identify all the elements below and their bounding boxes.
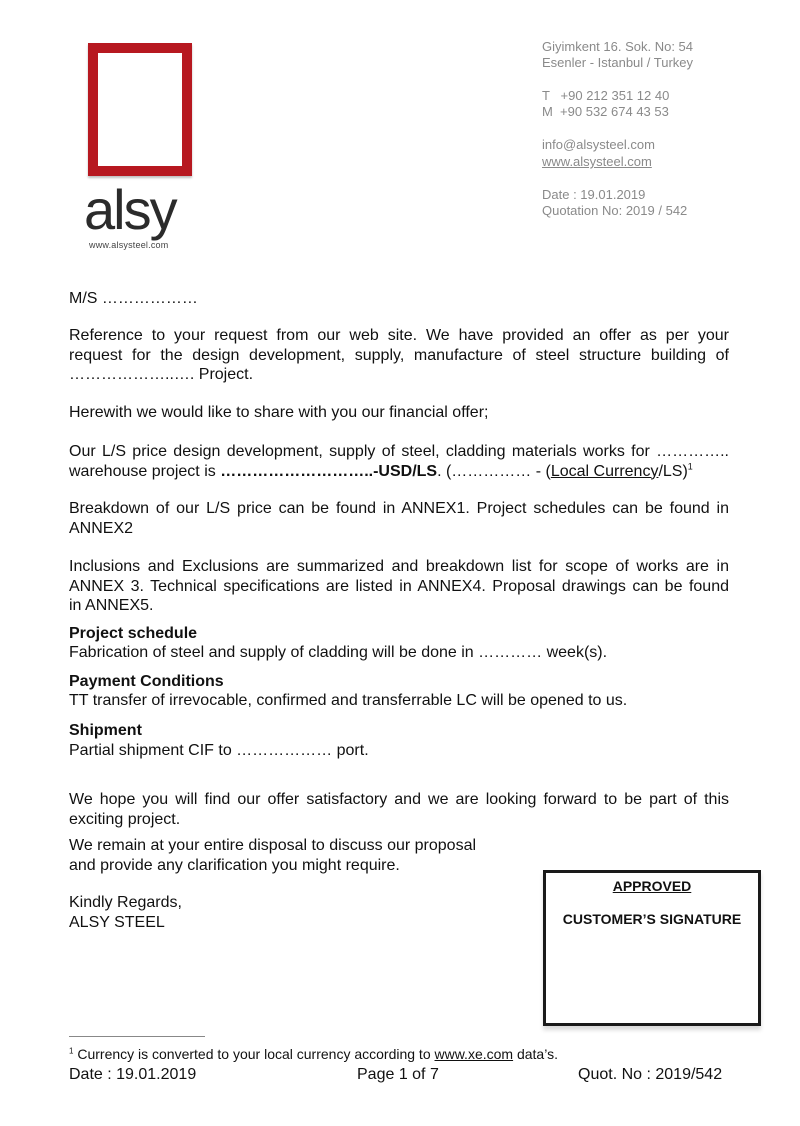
logo-wordmark: alsy [84, 178, 176, 241]
disposal-line-2: and provide any clarification you might require. [69, 856, 400, 874]
disposal-paragraph [69, 836, 519, 875]
closing-line-2: exciting project. [69, 810, 181, 828]
disposal-line-1: We remain at your entire disposal to discuss our proposal [69, 837, 477, 854]
logo-frame [88, 43, 192, 176]
footnote-text-b: data’s. [513, 1046, 558, 1062]
header-address-line1: Giyimkent 16. Sok. No: 54 [542, 39, 694, 54]
header-mobile: M +90 532 674 43 53 [542, 104, 669, 119]
footnote-divider [69, 1036, 205, 1037]
financial-offer-intro: Herewith we would like to share with you our financial offer; [69, 404, 489, 421]
inclusions-paragraph [69, 557, 729, 616]
recipient-line: M/S ……………… [69, 290, 198, 307]
header-date: Date : 19.01.2019 [542, 187, 646, 202]
price-line-2 [69, 462, 729, 482]
payment-conditions-heading: Payment Conditions [69, 673, 224, 690]
reference-line-2: request for the design development, supply, manufacture of steel structure building of [69, 346, 729, 364]
footnote [69, 1046, 558, 1062]
header-email[interactable]: info@alsysteel.com [542, 137, 655, 152]
price-text-c: . (…………… - ( [437, 462, 551, 480]
xe-link[interactable]: www.xe.com [434, 1046, 514, 1062]
header-address-line2: Esenler - Istanbul / Turkey [542, 55, 694, 70]
inclusions-line-3: in ANNEX5. [69, 597, 154, 614]
price-text-a: warehouse project is [69, 462, 221, 480]
price-amount-usd: ………………………..-USD/LS [220, 462, 438, 480]
approved-label: APPROVED [612, 878, 692, 894]
closing-paragraph [69, 790, 729, 829]
signoff [69, 893, 369, 932]
logo-url: www.alsysteel.com [89, 240, 169, 250]
inclusions-line-1: Inclusions and Exclusions are summarized and breakdown list for scope of works are in [69, 558, 729, 575]
price-line-1: Our L/S price design development, supply of steel, cladding materials works for ………….. [69, 443, 729, 460]
shipment-heading: Shipment [69, 722, 142, 739]
footer-page-number: Page 1 of 7 [357, 1066, 439, 1083]
header-quotation-no: Quotation No: 2019 / 542 [542, 203, 688, 218]
reference-line-3: ………………..…. Project. [69, 366, 254, 383]
reference-line-1: Reference to your request from our web site. We have provided an offer as per your [69, 327, 729, 344]
breakdown-paragraph [69, 499, 729, 538]
footnote-text-a: Currency is converted to your local currency according to [73, 1046, 435, 1062]
closing-line-1: We hope you will find our offer satisfactory and we are looking forward to be part of this [69, 791, 729, 808]
local-currency-label: Local Currency [550, 462, 659, 480]
header-phone: T +90 212 351 12 40 [542, 88, 670, 103]
breakdown-line-1: Breakdown of our L/S price can be found in ANNEX1. Project schedules can be found in [69, 500, 729, 517]
inclusions-line-2: ANNEX 3. Technical specifications are listed in ANNEX4. Proposal drawings can be found [69, 577, 729, 595]
customer-signature-box[interactable] [543, 870, 761, 1026]
payment-conditions-text: TT transfer of irrevocable, confirmed and transferrable LC will be opened to us. [69, 692, 628, 709]
breakdown-line-2: ANNEX2 [69, 519, 134, 537]
company-name: ALSY STEEL [69, 913, 165, 931]
price-paragraph [69, 442, 729, 481]
header-website-link[interactable]: www.alsysteel.com [542, 154, 652, 169]
footer-date: Date : 19.01.2019 [69, 1066, 197, 1083]
footnote-marker: 1 [69, 1046, 74, 1056]
reference-paragraph [69, 326, 729, 385]
project-schedule-text: Fabrication of steel and supply of cladding will be done in ………… week(s). [69, 644, 608, 661]
footnote-reference: 1 [687, 461, 693, 472]
customer-signature-label: CUSTOMER’S SIGNATURE [562, 911, 742, 927]
project-schedule-heading: Project schedule [69, 625, 198, 642]
shipment-text: Partial shipment CIF to ……………… port. [69, 742, 369, 759]
regards: Kindly Regards, [69, 894, 182, 911]
footer-quotation-no: Quot. No : 2019/542 [578, 1066, 723, 1083]
price-text-e: /LS) [658, 462, 688, 480]
